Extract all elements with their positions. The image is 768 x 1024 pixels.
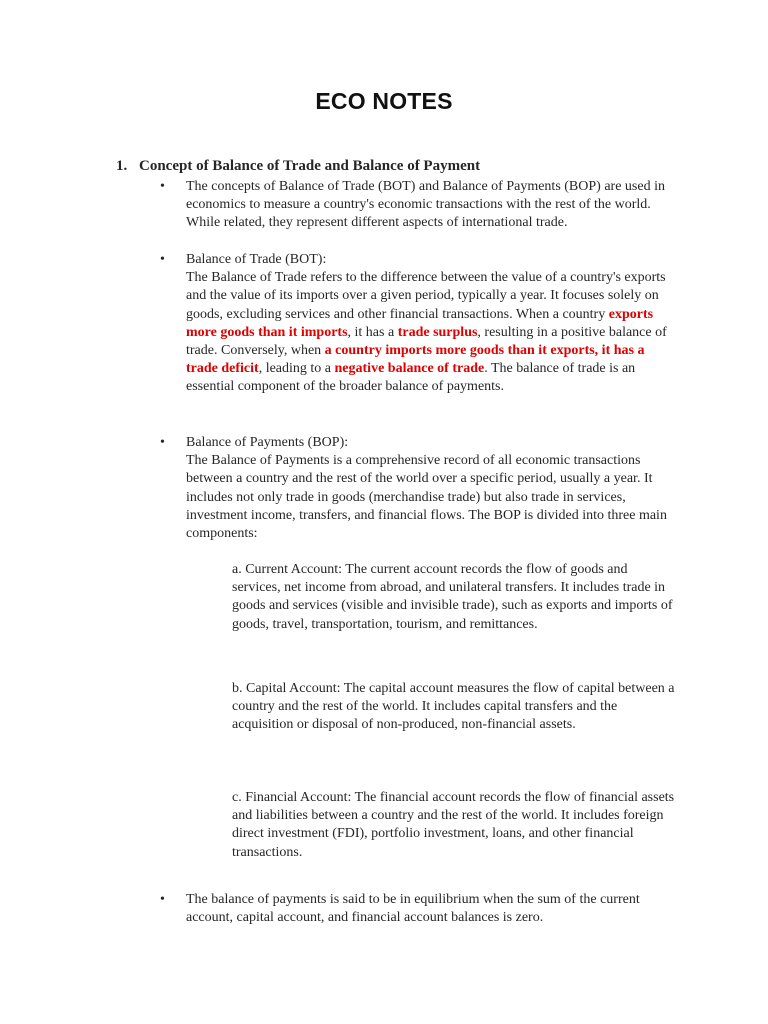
bot-text-3: , resulting in a positive balance of trade. Conversely, when: [186, 324, 667, 359]
bot-highlight-negative: negative balance of trade: [334, 361, 485, 377]
bot-highlight-exports: exports more goods than it imports: [186, 306, 654, 340]
bot-text-4: , leading to a: [258, 361, 335, 377]
bullet-icon: •: [160, 892, 165, 907]
bot-paragraph: [186, 269, 676, 396]
bot-block: [186, 251, 676, 397]
section-number: 1.: [116, 158, 128, 174]
section-heading-text: Concept of Balance of Trade and Balance of Payment: [139, 158, 481, 174]
bop-block: [186, 434, 676, 543]
bop-paragraph: The Balance of Payments is a comprehensive record of all economic transactions between a country and the rest of the world over a specific period, usually a year. It includes not only trade in goods (merchandise trade) but also trade in services, investment income, transfers, and financial flows. The BOP is divided into three main components:: [186, 453, 667, 542]
equilibrium-paragraph: The balance of payments is said to be in equilibrium when the sum of the current account, capital account, and financial account balances is zero.: [186, 892, 640, 926]
section-heading: [116, 158, 480, 175]
bop-heading: Balance of Payments (BOP):: [186, 435, 349, 450]
bullet-icon: •: [160, 435, 165, 450]
bot-heading: Balance of Trade (BOT):: [186, 252, 327, 267]
bullet-icon: •: [160, 252, 165, 267]
bullet-icon: •: [160, 179, 165, 194]
bot-text-5: . The balance of trade is an essential component of the broader balance of payments.: [186, 361, 636, 395]
bot-text-2: , it has a: [347, 324, 398, 340]
intro-paragraph: The concepts of Balance of Trade (BOT) and Balance of Payments (BOP) are used in economics to measure a country's economic transactions with the rest of the world. While related, they represent different aspects of international trade.: [186, 179, 665, 231]
financial-account-paragraph: c. Financial Account: The financial account records the flow of financial assets and liabilities between a country and the rest of the world. It includes foreign direct investment (FDI), portfolio investment, loans, and other financial transactions.: [232, 790, 675, 860]
capital-account-paragraph: b. Capital Account: The capital account measures the flow of capital between a country and the rest of the world. It includes capital transfers and the acquisition or disposal of non-produced, non-financial assets.: [232, 681, 675, 733]
bot-highlight-surplus: trade surplus: [397, 324, 478, 340]
current-account-paragraph: a. Current Account: The current account records the flow of goods and services, net income from abroad, and unilateral transfers. It includes trade in goods and services (visible and invisible trade), such as exports and imports of goods, travel, transportation, tourism, and remittances.: [232, 562, 673, 632]
bot-highlight-deficit: a country imports more goods than it exports, it has a trade deficit: [186, 343, 645, 377]
document-title: ECO NOTES: [315, 88, 453, 114]
bot-text-1: The Balance of Trade refers to the difference between the value of a country's exports and the value of its imports over a given period, typically a year. It focuses solely on goods, excluding services and other financial transactions. When a country: [186, 270, 666, 322]
